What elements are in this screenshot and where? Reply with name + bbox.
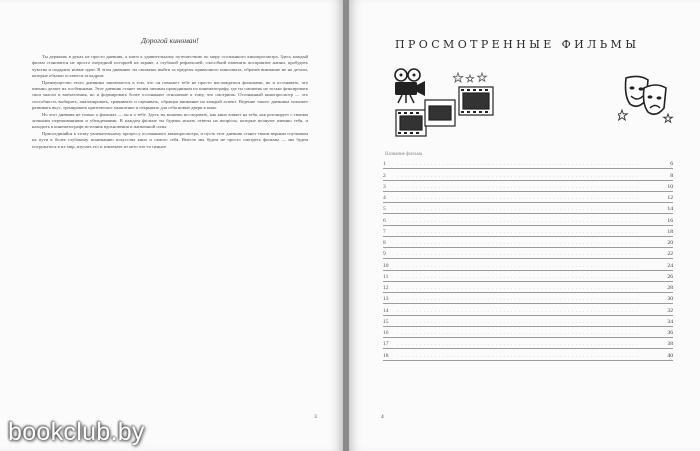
entry-page: 10	[667, 183, 673, 190]
entry-page: 12	[667, 195, 673, 201]
list-item	[383, 248, 673, 259]
entry-number: 3	[383, 183, 386, 190]
entry-leader: . . . . . . . . . . . . . . . . . . . . . . . . . . . . . . . . . . . . . . . . . . . . . . . . . . . . . . . . . . . . . . . .	[397, 330, 639, 336]
entry-number: 2	[383, 172, 386, 179]
book-spine	[343, 0, 349, 451]
list-item	[383, 158, 673, 169]
entry-leader: . . . . . . . . . . . . . . . . . . . . . . . . . . . . . . . . . . . . . . . . . . . . . . . . . . . . . . . . . . . . . . . .	[397, 262, 639, 269]
entry-page: 20	[667, 240, 673, 246]
entry-number: 13	[383, 296, 389, 303]
entry-number: 18	[383, 352, 389, 359]
letter-paragraph: Ты держишь в руках не просто дневник, а ключ к удивительному путешествию по миру осознанного кинопросмотра. Здесь каждый фильм становится не просто очередной историей на экране, а глубокой рефлексией, способной изменить восприятие жизни, пробудить чувства и подарить новые идеи. В этом дневнике ты сможешь выйти за пределы привычного киноопыта, обратив внимание не на детали, которые обычно остаются за кадром.	[32, 54, 308, 79]
letter-paragraph: Преимущество этого дневника заключается в том, что он поможет тебе не просто наслаждаться фильмами, но и осознавать, что именно делает их особенными. Этот дневник станет твоим личным проводником по кинематографу, где ты сможешь не только фиксировать свои мысли и впечатления, но и формировать более осознанное отношение к тому, что смотришь. Осознанный кинопросмотр — это способность выбирать, анализировать, сравнивать и оценивать, обращая внимание на каждый аспект. Ведение такого дневника поможет развивать вкус, тренировать критическое мышление и открывать для себя новые двери в кино.	[32, 79, 308, 111]
page-title: ПРОСМОТРЕННЫЕ ФИЛЬМЫ	[395, 38, 640, 51]
page-number-left: 3	[314, 414, 317, 420]
list-item	[383, 271, 673, 282]
column-label: Название фильма	[385, 152, 423, 157]
list-item	[383, 293, 673, 304]
entry-page: 14	[667, 206, 673, 213]
entry-page: 26	[667, 273, 673, 280]
entry-number: 8	[383, 240, 386, 246]
entry-page: 40	[667, 352, 673, 359]
star-icon	[453, 72, 493, 86]
entry-leader: . . . . . . . . . . . . . . . . . . . . . . . . . . . . . . . . . . . . . . . . . . . . . . . . . . . . . . . . . . . . . . . .	[397, 307, 639, 314]
entry-page: 16	[667, 217, 673, 224]
entry-leader: . . . . . . . . . . . . . . . . . . . . . . . . . . . . . . . . . . . . . . . . . . . . . . . . . . . . . . . . . . . . . . . .	[397, 318, 639, 325]
entry-number: 10	[383, 262, 389, 269]
list-item	[383, 338, 673, 349]
entry-leader: . . . . . . . . . . . . . . . . . . . . . . . . . . . . . . . . . . . . . . . . . . . . . . . . . . . . . . . . . . . . . . . .	[397, 273, 639, 280]
entry-page: 24	[667, 262, 673, 269]
entry-page: 36	[667, 330, 673, 336]
list-item	[383, 316, 673, 327]
entry-leader: . . . . . . . . . . . . . . . . . . . . . . . . . . . . . . . . . . . . . . . . . . . . . . . . . . . . . . . . . . . . . . . .	[397, 195, 639, 201]
entry-page: 34	[667, 318, 673, 325]
entry-leader: . . . . . . . . . . . . . . . . . . . . . . . . . . . . . . . . . . . . . . . . . . . . . . . . . . . . . . . . . . . . . . . .	[397, 251, 639, 258]
list-item	[383, 203, 673, 214]
list-item	[383, 192, 673, 203]
entry-leader: . . . . . . . . . . . . . . . . . . . . . . . . . . . . . . . . . . . . . . . . . . . . . . . . . . . . . . . . . . . . . . . .	[397, 206, 639, 213]
entry-page: 28	[667, 285, 673, 291]
film-list	[383, 158, 673, 361]
entry-page: 22	[667, 251, 673, 258]
entry-page: 38	[667, 341, 673, 348]
letter-paragraph: Но этот дневник не только о фильмах — он и о тебе. Здесь ты можешь исследовать, как кино влияет на тебя, как резонирует с твоими личными переживаниями и убеждениями. В каждом фильме ты будешь искать ответы на вопросы, которые волнуют именно тебя, и находить в кинематографе источник вдохновения и жизненной силы.	[32, 111, 308, 130]
entry-leader: . . . . . . . . . . . . . . . . . . . . . . . . . . . . . . . . . . . . . . . . . . . . . . . . . . . . . . . . . . . . . . . .	[397, 217, 639, 224]
list-item	[383, 259, 673, 270]
entry-page: 32	[667, 307, 673, 314]
entry-number: 15	[383, 318, 389, 325]
list-item	[383, 214, 673, 225]
list-item	[383, 237, 673, 248]
entry-page: 30	[667, 296, 673, 303]
list-item	[383, 282, 673, 293]
entry-number: 6	[383, 217, 386, 224]
list-item	[383, 327, 673, 338]
entry-number: 1	[383, 161, 386, 168]
letter-paragraph: Присоединяйся к этому увлекательному процессу осознанного кинопросмотра, и пусть этот дневник станет твоим верным спутником на пути к более глубокому пониманию искусства кино и самого себя. Вместе мы будем не просто смотреть фильмы — мы будем погружаться в их мир, изучать его и извлекать из него что-то ценное.	[32, 130, 308, 149]
entry-number: 9	[383, 251, 386, 258]
page-number-right: 4	[381, 414, 384, 420]
entry-leader: . . . . . . . . . . . . . . . . . . . . . . . . . . . . . . . . . . . . . . . . . . . . . . . . . . . . . . . . . . . . . . . .	[397, 161, 639, 168]
list-item	[383, 181, 673, 192]
entry-leader: . . . . . . . . . . . . . . . . . . . . . . . . . . . . . . . . . . . . . . . . . . . . . . . . . . . . . . . . . . . . . . . .	[397, 352, 639, 359]
site-watermark: bookclub.by	[8, 418, 145, 446]
intro-letter	[32, 54, 308, 150]
entry-leader: . . . . . . . . . . . . . . . . . . . . . . . . . . . . . . . . . . . . . . . . . . . . . . . . . . . . . . . . . . . . . . . .	[397, 285, 639, 291]
list-item	[383, 169, 673, 180]
list-item	[383, 226, 673, 237]
entry-number: 17	[383, 341, 389, 348]
entry-leader: . . . . . . . . . . . . . . . . . . . . . . . . . . . . . . . . . . . . . . . . . . . . . . . . . . . . . . . . . . . . . . . .	[397, 183, 639, 190]
entry-leader: . . . . . . . . . . . . . . . . . . . . . . . . . . . . . . . . . . . . . . . . . . . . . . . . . . . . . . . . . . . . . . . .	[397, 341, 639, 348]
entry-page: 8	[670, 172, 673, 179]
entry-number: 7	[383, 228, 386, 235]
entry-leader: . . . . . . . . . . . . . . . . . . . . . . . . . . . . . . . . . . . . . . . . . . . . . . . . . . . . . . . . . . . . . . . .	[397, 240, 639, 246]
entry-number: 11	[383, 273, 389, 280]
entry-number: 12	[383, 285, 389, 291]
entry-leader: . . . . . . . . . . . . . . . . . . . . . . . . . . . . . . . . . . . . . . . . . . . . . . . . . . . . . . . . . . . . . . . .	[397, 228, 639, 235]
entry-leader: . . . . . . . . . . . . . . . . . . . . . . . . . . . . . . . . . . . . . . . . . . . . . . . . . . . . . . . . . . . . . . . .	[397, 172, 639, 179]
entry-page: 18	[667, 228, 673, 235]
entry-leader: . . . . . . . . . . . . . . . . . . . . . . . . . . . . . . . . . . . . . . . . . . . . . . . . . . . . . . . . . . . . . . . .	[397, 296, 639, 303]
entry-number: 5	[383, 206, 386, 213]
list-item	[383, 304, 673, 315]
entry-number: 4	[383, 195, 386, 201]
entry-page: 6	[670, 161, 673, 168]
letter-greeting: Дорогой киноман!	[141, 36, 199, 45]
list-item	[383, 349, 673, 360]
entry-number: 16	[383, 330, 389, 336]
theatre-masks-icon	[618, 74, 674, 128]
entry-number: 14	[383, 307, 389, 314]
